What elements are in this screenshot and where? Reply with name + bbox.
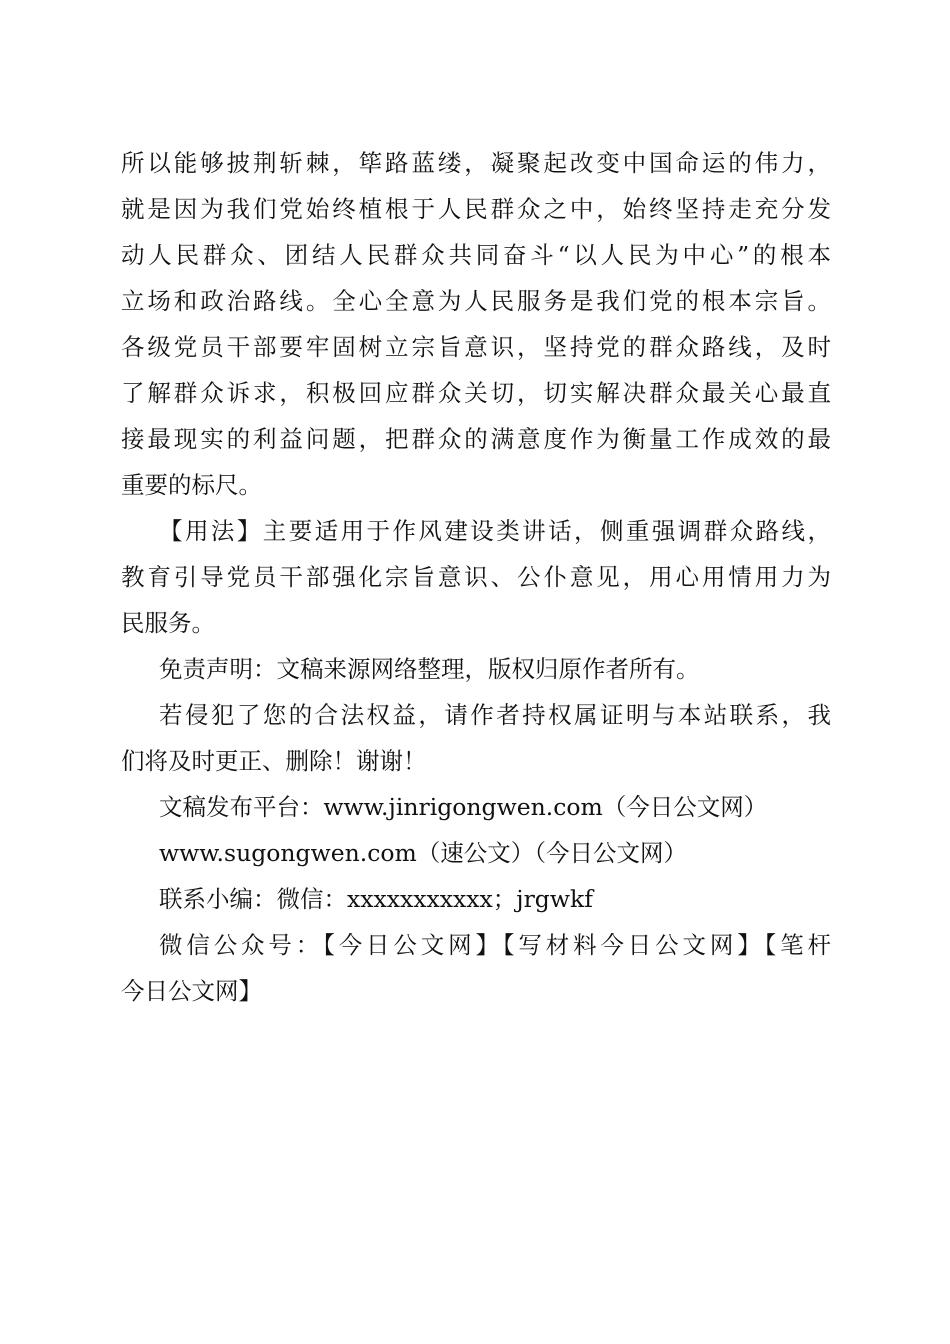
text-line: 立场和政治路线。全心全意为人民服务是我们党的根本宗旨。 [121, 287, 831, 315]
document-text [121, 140, 831, 1014]
text-line: 了解群众诉求，积极回应群众关切，切实解决群众最关心最直 [121, 379, 831, 407]
wechat-line: 今日公文网】 [121, 977, 262, 1005]
text-line: 重要的标尺。 [121, 471, 262, 499]
usage-line: 【用法】主要适用于作风建设类讲话，侧重强调群众路线， [159, 517, 831, 545]
text-line: 就是因为我们党始终植根于人民群众之中，始终坚持走充分发 [121, 195, 831, 223]
usage-line: 教育引导党员干部强化宗旨意识、公仆意见，用心用情用力为 [121, 563, 831, 591]
text-line: 接最现实的利益问题，把群众的满意度作为衡量工作成效的最 [121, 425, 831, 453]
platform-line-2: www.sugongwen.com（速公文）（今日公文网） [159, 839, 688, 867]
text-line: 所以能够披荆斩棘，筚路蓝缕，凝聚起改变中国命运的伟力， [121, 149, 831, 177]
platform-line: 文稿发布平台：www.jinrigongwen.com（今日公文网） [159, 793, 768, 821]
usage-line: 民服务。 [121, 609, 215, 637]
disclaimer-line: 免责声明：文稿来源网络整理，版权归原作者所有。 [159, 655, 700, 683]
contact-line: 联系小编：微信：xxxxxxxxxxx；jrgwkf [159, 885, 593, 913]
text-line: 各级党员干部要牢固树立宗旨意识，坚持党的群众路线，及时 [121, 333, 831, 361]
infringement-line: 若侵犯了您的合法权益，请作者持权属证明与本站联系，我 [159, 701, 831, 729]
infringement-line: 们将及时更正、删除！谢谢！ [121, 747, 427, 775]
wechat-line: 微信公众号：【今日公文网】【写材料今日公文网】【笔杆 [159, 931, 831, 959]
text-line: 动人民群众、团结人民群众共同奋斗“以人民为中心”的根本 [121, 241, 831, 269]
